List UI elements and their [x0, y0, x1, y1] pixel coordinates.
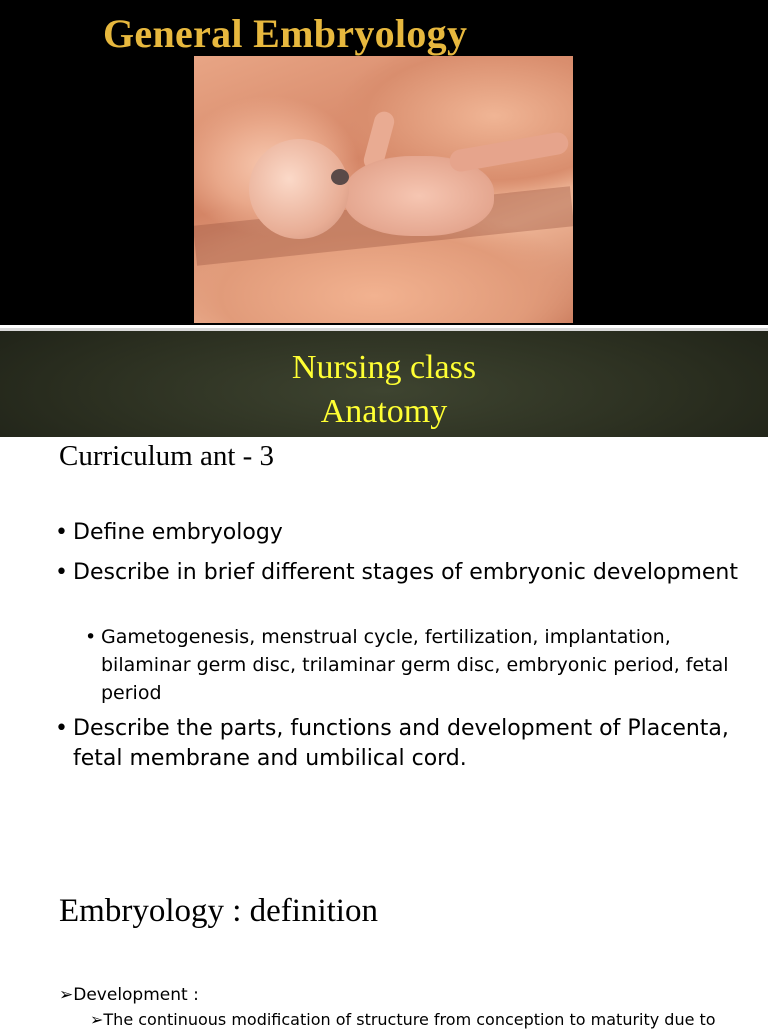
bullet-define: • Define embryology	[55, 518, 763, 548]
sub-bullet-stages-list: • Gametogenesis, menstrual cycle, fertilization, implantation, bilaminar germ disc, trilaminar germ disc, embryonic period, fetal period	[85, 623, 751, 707]
embryo-head	[249, 139, 349, 239]
bullet-stages: • Describe in brief different stages of embryonic development	[55, 558, 763, 588]
bullet-placenta: • Describe the parts, functions and development of Placenta, fetal membrane and umbilical cord.	[55, 714, 763, 774]
subtitle-slide	[0, 328, 768, 437]
embryo-eye	[331, 169, 349, 185]
definition-heading: Embryology : definition	[59, 893, 378, 929]
curriculum-heading: Curriculum ant - 3	[59, 440, 275, 472]
development-item: ➢Development :	[59, 985, 199, 1005]
subtitle-line-1: Nursing class	[291, 349, 477, 386]
slide-title: General Embryology	[103, 11, 468, 56]
subtitle-line-2: Anatomy	[320, 393, 448, 430]
title-slide	[0, 0, 768, 325]
embryo-leg	[448, 131, 570, 174]
embryo-photo	[194, 56, 573, 323]
development-subitem: ➢The continuous modification of structure from conception to maturity due to	[90, 1010, 716, 1029]
